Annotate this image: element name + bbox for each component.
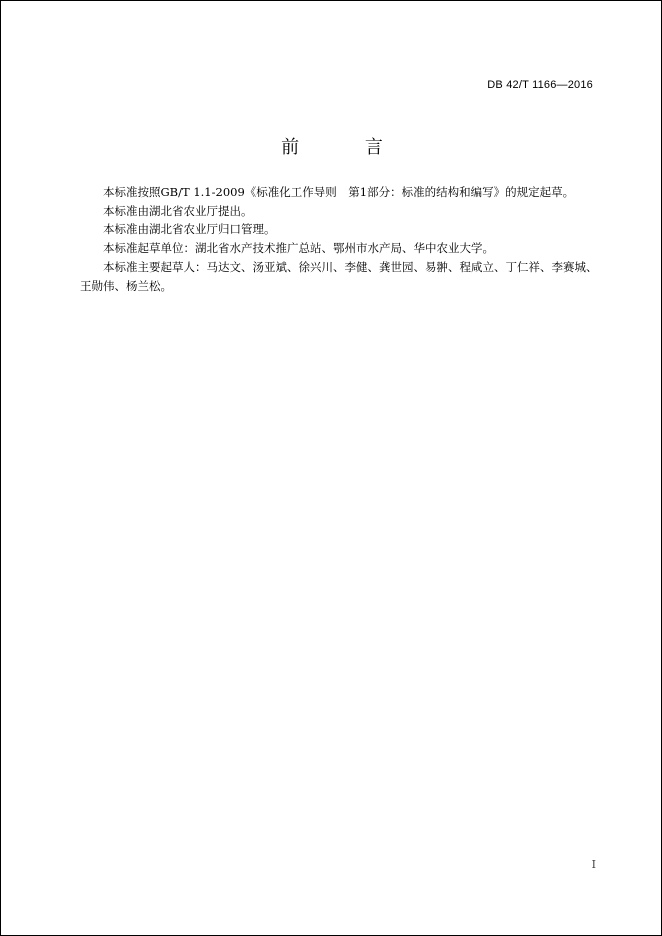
page-number: I — [591, 858, 596, 871]
standard-code: DB 42/T 1166—2016 — [487, 79, 593, 91]
page-title: 前 言 — [281, 137, 413, 158]
paragraph-administrator: 本标准由湖北省农业厅归口管理。 — [103, 222, 276, 237]
paragraph-drafting-basis: 本标准按照GB/T 1.1-2009《标准化工作导则 第1部分：标准的结构和编写》的规定起草。 — [103, 185, 575, 199]
paragraph-drafting-units: 本标准起草单位：湖北省水产技术推广总站、鄂州市水产局、华中农业大学。 — [103, 241, 494, 256]
paragraph-drafters: 本标准主要起草人：马达文、汤亚斌、徐兴川、李健、龚世园、易翀、程咸立、丁仁祥、李赛城、 — [103, 259, 598, 274]
foreword-body — [80, 183, 598, 295]
paragraph-proposer: 本标准由湖北省农业厅提出。 — [103, 203, 253, 218]
paragraph-drafters-continued: 王勋伟、杨兰松。 — [80, 278, 172, 293]
